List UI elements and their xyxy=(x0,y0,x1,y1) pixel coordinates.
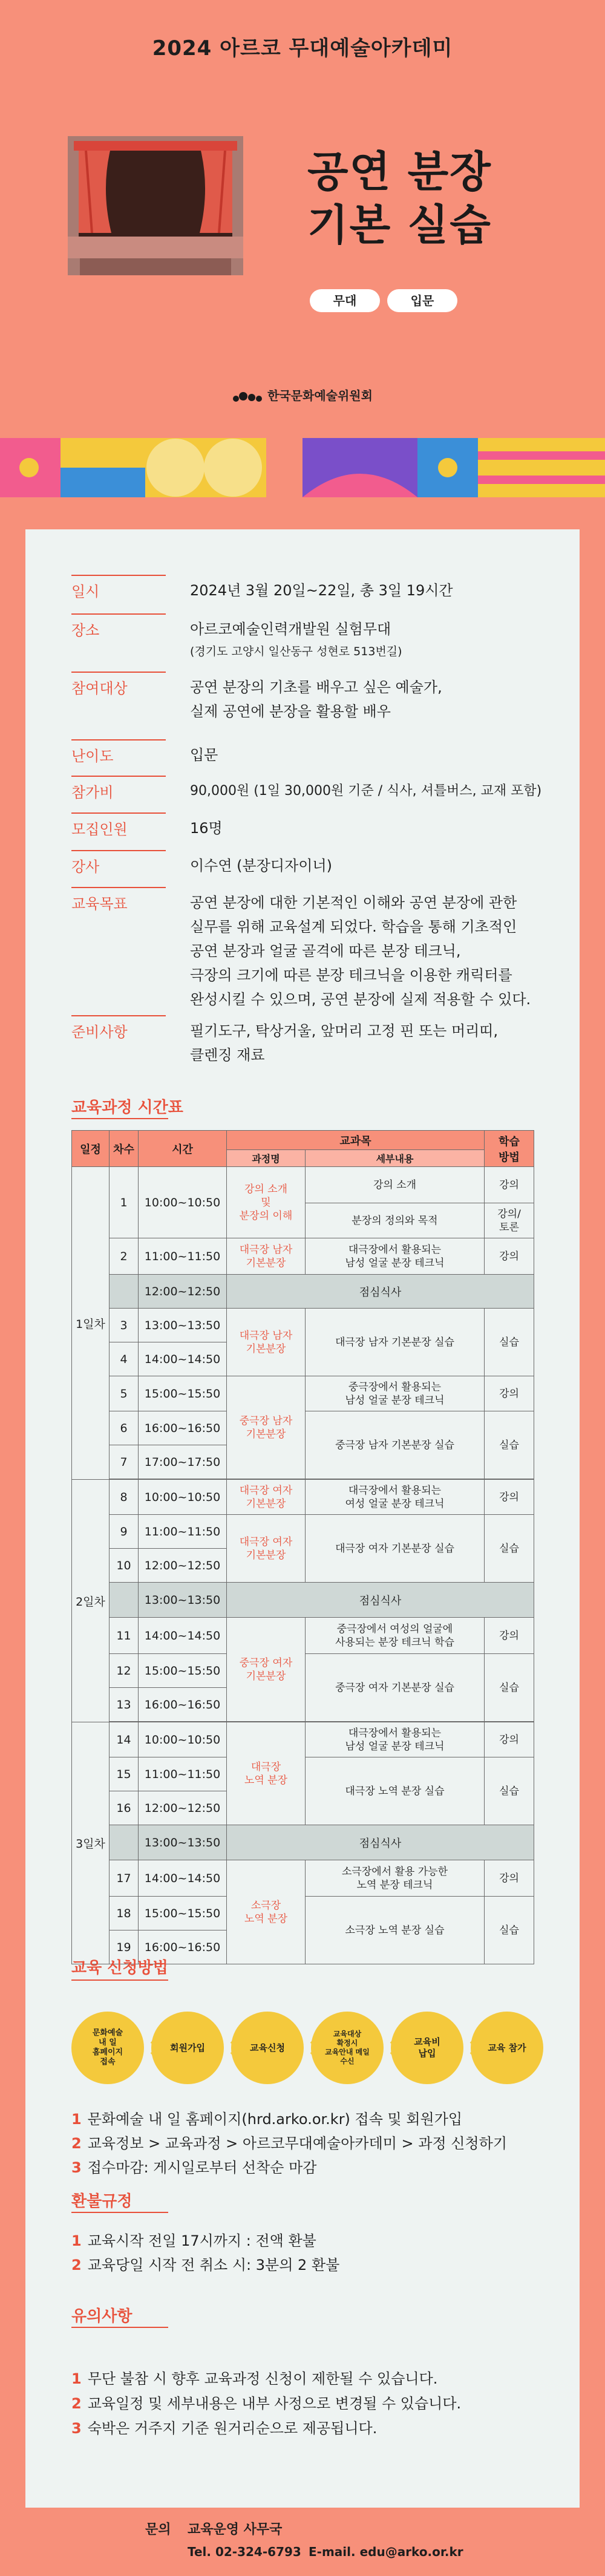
time-cell: 13:00~13:50 xyxy=(139,1309,227,1342)
detail-cell: 대극장에서 활용되는 남성 얼굴 분장 테크닉 xyxy=(306,1722,485,1757)
schedule-table xyxy=(71,1130,534,1964)
time-cell: 10:00~10:50 xyxy=(139,1480,227,1515)
info-label: 교육목표 xyxy=(71,887,166,913)
detail-cell: 중극장에서 활용되는 남성 얼굴 분장 테크닉 xyxy=(306,1376,485,1411)
info-value-line: 입문 xyxy=(190,747,218,763)
time-cell: 12:00~12:50 xyxy=(139,1549,227,1583)
day-cell: 2일차 xyxy=(72,1480,110,1722)
info-label: 참가비 xyxy=(71,776,166,802)
list-text: 문화예술 내 일 홈페이지(hrd.arko.or.kr) 접속 및 회원가입 xyxy=(87,2111,463,2128)
detail-cell: 강의 소개 xyxy=(306,1167,485,1203)
method-cell: 실습 xyxy=(485,1309,534,1376)
list-number: 2 xyxy=(71,2395,82,2412)
refund-line xyxy=(71,2253,555,2274)
method-cell: 실습 xyxy=(485,1757,534,1825)
info-value xyxy=(190,675,565,724)
list-text: 교육시작 전일 17시까지 : 전액 환불 xyxy=(87,2232,316,2249)
info-value-line: 90,000원 (1일 30,000원 기준 / 식사, 셔틀버스, 교재 포함) xyxy=(190,783,542,799)
title-line-1: 공연 분장 xyxy=(307,147,492,197)
time-cell: 14:00~14:50 xyxy=(139,1618,227,1654)
list-text: 교육일정 및 세부내용은 내부 사정으로 변경될 수 있습니다. xyxy=(87,2395,462,2412)
info-label: 일시 xyxy=(71,575,166,601)
session-cell: 15 xyxy=(110,1757,139,1791)
time-cell: 15:00~15:50 xyxy=(139,1376,227,1411)
info-value xyxy=(190,779,565,803)
table-row-meal xyxy=(72,1825,534,1860)
detail-cell: 소극장에서 활용 가능한 노역 분장 테크닉 xyxy=(306,1860,485,1897)
stage-illustration xyxy=(68,136,243,275)
table-row xyxy=(72,1376,534,1411)
section-rule xyxy=(71,2212,168,2213)
session-cell: 5 xyxy=(110,1376,139,1411)
list-number: 1 xyxy=(71,2370,82,2387)
org-logo-line xyxy=(0,386,605,404)
session-cell: 2 xyxy=(110,1238,139,1275)
session-cell: 4 xyxy=(110,1342,139,1376)
header-course: 과정명 xyxy=(227,1150,306,1167)
course-cell: 대극장 남자 기본분장 xyxy=(227,1238,306,1275)
method-cell: 강의 xyxy=(485,1860,534,1897)
detail-cell: 중극장 남자 기본분장 실습 xyxy=(306,1411,485,1479)
info-value-line: 공연 분장에 대한 기본적인 이해와 공연 분장에 관한 xyxy=(190,894,517,911)
list-text: 접수마감: 게시일로부터 선착순 마감 xyxy=(87,2159,317,2176)
session-cell: 8 xyxy=(110,1480,139,1515)
tag-beginner: 입문 xyxy=(387,289,457,312)
list-number: 3 xyxy=(71,2159,82,2176)
table-row xyxy=(72,1480,534,1515)
table-row-meal xyxy=(72,1583,534,1618)
course-cell: 강의 소개 및 분장의 이해 xyxy=(227,1167,306,1238)
session-cell: 16 xyxy=(110,1791,139,1825)
session-cell: 1 xyxy=(110,1167,139,1238)
session-cell: 6 xyxy=(110,1411,139,1445)
info-label: 난이도 xyxy=(71,739,166,765)
course-cell: 중극장 남자 기본분장 xyxy=(227,1376,306,1479)
time-cell: 10:00~10:50 xyxy=(139,1167,227,1238)
session-cell: 10 xyxy=(110,1549,139,1583)
method-cell: 실습 xyxy=(485,1515,534,1583)
decorative-band xyxy=(0,438,605,497)
info-label: 준비사항 xyxy=(71,1015,166,1041)
arko-logo-icon xyxy=(232,390,263,404)
method-cell: 강의 xyxy=(485,1376,534,1411)
title-line-2: 기본 실습 xyxy=(307,200,492,250)
time-cell: 13:00~13:50 xyxy=(139,1825,227,1860)
contact-email[interactable]: E-mail. edu@arko.or.kr xyxy=(309,2545,463,2559)
detail-cell: 대극장에서 활용되는 남성 얼굴 분장 테크닉 xyxy=(306,1238,485,1275)
apply-line xyxy=(71,2156,555,2177)
info-label: 모집인원 xyxy=(71,812,166,839)
time-cell: 14:00~14:50 xyxy=(139,1860,227,1897)
info-value-line: 2024년 3월 20일~22일, 총 3일 19시간 xyxy=(190,582,453,599)
detail-cell: 소극장 노역 분장 실습 xyxy=(306,1897,485,1964)
method-cell: 강의/ 토론 xyxy=(485,1203,534,1238)
header-time: 시간 xyxy=(139,1131,227,1167)
flow-step: 교육대상 확정시 교육안내 메일 수신 xyxy=(311,2012,384,2084)
time-cell: 15:00~15:50 xyxy=(139,1654,227,1688)
info-value-line: 극장의 크기에 따른 분장 테크닉을 이용한 캐릭터를 xyxy=(190,967,512,984)
table-row xyxy=(72,1618,534,1654)
detail-cell: 대극장 남자 기본분장 실습 xyxy=(306,1309,485,1376)
session-cell xyxy=(110,1275,139,1309)
course-title xyxy=(307,145,492,252)
time-cell: 17:00~17:50 xyxy=(139,1445,227,1479)
info-label: 참여대상 xyxy=(71,672,166,698)
detail-cell: 대극장 여자 기본분장 실습 xyxy=(306,1515,485,1583)
table-row xyxy=(72,1167,534,1203)
session-cell: 12 xyxy=(110,1654,139,1688)
time-cell: 12:00~12:50 xyxy=(139,1791,227,1825)
notes-section-title: 유의사항 xyxy=(71,2307,132,2326)
table-row xyxy=(72,1238,534,1275)
table-row xyxy=(72,1860,534,1897)
session-cell: 7 xyxy=(110,1445,139,1479)
info-value-line: 공연 분장과 얼굴 골격에 따른 분장 테크닉, xyxy=(190,943,461,959)
info-label: 강사 xyxy=(71,850,166,876)
header-session: 차수 xyxy=(110,1131,139,1167)
list-number: 1 xyxy=(71,2111,82,2128)
time-cell: 11:00~11:50 xyxy=(139,1238,227,1275)
info-value-line: 이수연 (분장디자이너) xyxy=(190,857,333,874)
time-cell: 16:00~16:50 xyxy=(139,1688,227,1722)
meal-cell: 점심식사 xyxy=(227,1275,534,1309)
detail-cell: 중극장에서 여성의 얼굴에 사용되는 분장 테크닉 학습 xyxy=(306,1618,485,1654)
time-cell: 14:00~14:50 xyxy=(139,1342,227,1376)
session-cell: 19 xyxy=(110,1930,139,1964)
info-value-line: 실제 공연에 분장을 활용할 배우 xyxy=(190,703,391,720)
method-cell: 강의 xyxy=(485,1618,534,1654)
header-detail: 세부내용 xyxy=(306,1150,485,1167)
list-number: 1 xyxy=(71,2232,82,2249)
info-value xyxy=(190,1019,565,1067)
series-title: 2024 아르코 무대예술아카데미 xyxy=(152,36,453,60)
session-cell xyxy=(110,1583,139,1618)
table-row xyxy=(72,1515,534,1549)
contact-tel: Tel. 02-324-6793 xyxy=(188,2545,301,2559)
time-cell: 10:00~10:50 xyxy=(139,1722,227,1757)
session-cell: 17 xyxy=(110,1860,139,1897)
contact-dept: 교육운영 사무국 xyxy=(188,2522,283,2537)
day-cell: 1일차 xyxy=(72,1167,110,1480)
flow-step: 교육비 납입 xyxy=(391,2012,463,2084)
session-cell: 9 xyxy=(110,1515,139,1549)
meal-cell: 점심식사 xyxy=(227,1583,534,1618)
method-cell: 실습 xyxy=(485,1897,534,1964)
method-cell: 실습 xyxy=(485,1654,534,1722)
course-cell: 소극장 노역 분장 xyxy=(227,1860,306,1964)
flow-step: 회원가입 xyxy=(151,2012,224,2084)
info-value xyxy=(190,891,565,1012)
meal-cell: 점심식사 xyxy=(227,1825,534,1860)
info-value-line: 완성시킬 수 있으며, 공연 분장에 실제 적용할 수 있다. xyxy=(190,991,531,1008)
info-value-line: (경기도 고양시 일산동구 성현로 513번길) xyxy=(190,645,402,658)
time-cell: 16:00~16:50 xyxy=(139,1930,227,1964)
session-cell: 11 xyxy=(110,1618,139,1654)
session-cell: 18 xyxy=(110,1897,139,1930)
info-label: 장소 xyxy=(71,613,166,639)
flow-step: 교육 참가 xyxy=(471,2012,543,2084)
header-day: 일정 xyxy=(72,1131,110,1167)
table-row xyxy=(72,1722,534,1757)
detail-cell: 대극장에서 활용되는 여성 얼굴 분장 테크닉 xyxy=(306,1480,485,1515)
list-text: 숙박은 거주지 기준 원거리순으로 제공됩니다. xyxy=(87,2420,378,2437)
info-value xyxy=(190,578,565,603)
contact-label: 문의 xyxy=(145,2522,171,2537)
notes-line xyxy=(71,2367,555,2388)
table-row xyxy=(72,1309,534,1342)
info-value-line: 클렌징 재료 xyxy=(190,1047,265,1064)
session-cell xyxy=(110,1825,139,1860)
header-subject: 교과목 xyxy=(227,1131,485,1150)
apply-section-title: 교육 신청방법 xyxy=(71,1959,168,1977)
info-value xyxy=(190,617,565,662)
flow-step: 교육신청 xyxy=(231,2012,304,2084)
session-cell: 13 xyxy=(110,1688,139,1722)
detail-cell: 중극장 여자 기본분장 실습 xyxy=(306,1654,485,1722)
info-value xyxy=(190,743,565,767)
section-rule xyxy=(71,2327,168,2328)
list-text: 교육당일 시작 전 취소 시: 3분의 2 환불 xyxy=(87,2257,340,2274)
method-cell: 강의 xyxy=(485,1167,534,1203)
apply-flow xyxy=(71,2012,543,2096)
course-cell: 대극장 남자 기본분장 xyxy=(227,1309,306,1376)
time-cell: 15:00~15:50 xyxy=(139,1897,227,1930)
detail-cell: 대극장 노역 분장 실습 xyxy=(306,1757,485,1825)
day-cell: 3일차 xyxy=(72,1722,110,1964)
info-value xyxy=(190,816,565,840)
course-cell: 대극장 노역 분장 xyxy=(227,1722,306,1825)
header-method: 학습 방법 xyxy=(485,1131,534,1167)
notes-line xyxy=(71,2391,555,2413)
stage-floor xyxy=(68,237,243,258)
info-value-line: 필기도구, 탁상거울, 앞머리 고정 핀 또는 머리띠, xyxy=(190,1022,499,1039)
apply-line xyxy=(71,2131,555,2153)
refund-line xyxy=(71,2229,555,2250)
course-cell: 대극장 여자 기본분장 xyxy=(227,1480,306,1515)
session-cell: 3 xyxy=(110,1309,139,1342)
refund-section-title: 환불규정 xyxy=(71,2192,132,2211)
time-cell: 13:00~13:50 xyxy=(139,1583,227,1618)
method-cell: 실습 xyxy=(485,1411,534,1479)
list-text: 교육정보 > 교육과정 > 아르코무대예술아카데미 > 과정 신청하기 xyxy=(87,2135,508,2152)
section-rule xyxy=(71,1118,168,1119)
info-value-line: 실무를 위해 교육설계 되었다. 학습을 통해 기초적인 xyxy=(190,918,517,935)
info-value-line: 아르코예술인력개발원 실험무대 xyxy=(190,621,391,638)
stage-valance xyxy=(74,141,237,151)
info-value-line: 16명 xyxy=(190,820,223,837)
org-name: 한국문화예술위원회 xyxy=(267,388,373,403)
notes-line xyxy=(71,2416,555,2437)
course-cell: 대극장 여자 기본분장 xyxy=(227,1515,306,1583)
method-cell: 강의 xyxy=(485,1238,534,1275)
session-cell: 14 xyxy=(110,1722,139,1757)
tag-stage: 무대 xyxy=(310,289,380,312)
list-number: 2 xyxy=(71,2135,82,2152)
detail-cell: 분장의 정의와 목적 xyxy=(306,1203,485,1238)
time-cell: 16:00~16:50 xyxy=(139,1411,227,1445)
list-number: 3 xyxy=(71,2420,82,2437)
list-text: 무단 불참 시 향후 교육과정 신청이 제한될 수 있습니다. xyxy=(87,2370,438,2387)
method-cell: 강의 xyxy=(485,1480,534,1515)
schedule-section-title: 교육과정 시간표 xyxy=(71,1099,183,1117)
flow-step: 문화예술 내 일 홈페이지 접속 xyxy=(71,2012,144,2084)
table-row-meal xyxy=(72,1275,534,1309)
course-cell: 중극장 여자 기본분장 xyxy=(227,1618,306,1722)
section-rule xyxy=(71,1979,168,1981)
list-number: 2 xyxy=(71,2257,82,2274)
apply-line xyxy=(71,2107,555,2128)
time-cell: 11:00~11:50 xyxy=(139,1515,227,1549)
info-value-line: 공연 분장의 기초를 배우고 싶은 예술가, xyxy=(190,679,442,696)
time-cell: 12:00~12:50 xyxy=(139,1275,227,1309)
info-value xyxy=(190,854,565,878)
time-cell: 11:00~11:50 xyxy=(139,1757,227,1791)
method-cell: 강의 xyxy=(485,1722,534,1757)
